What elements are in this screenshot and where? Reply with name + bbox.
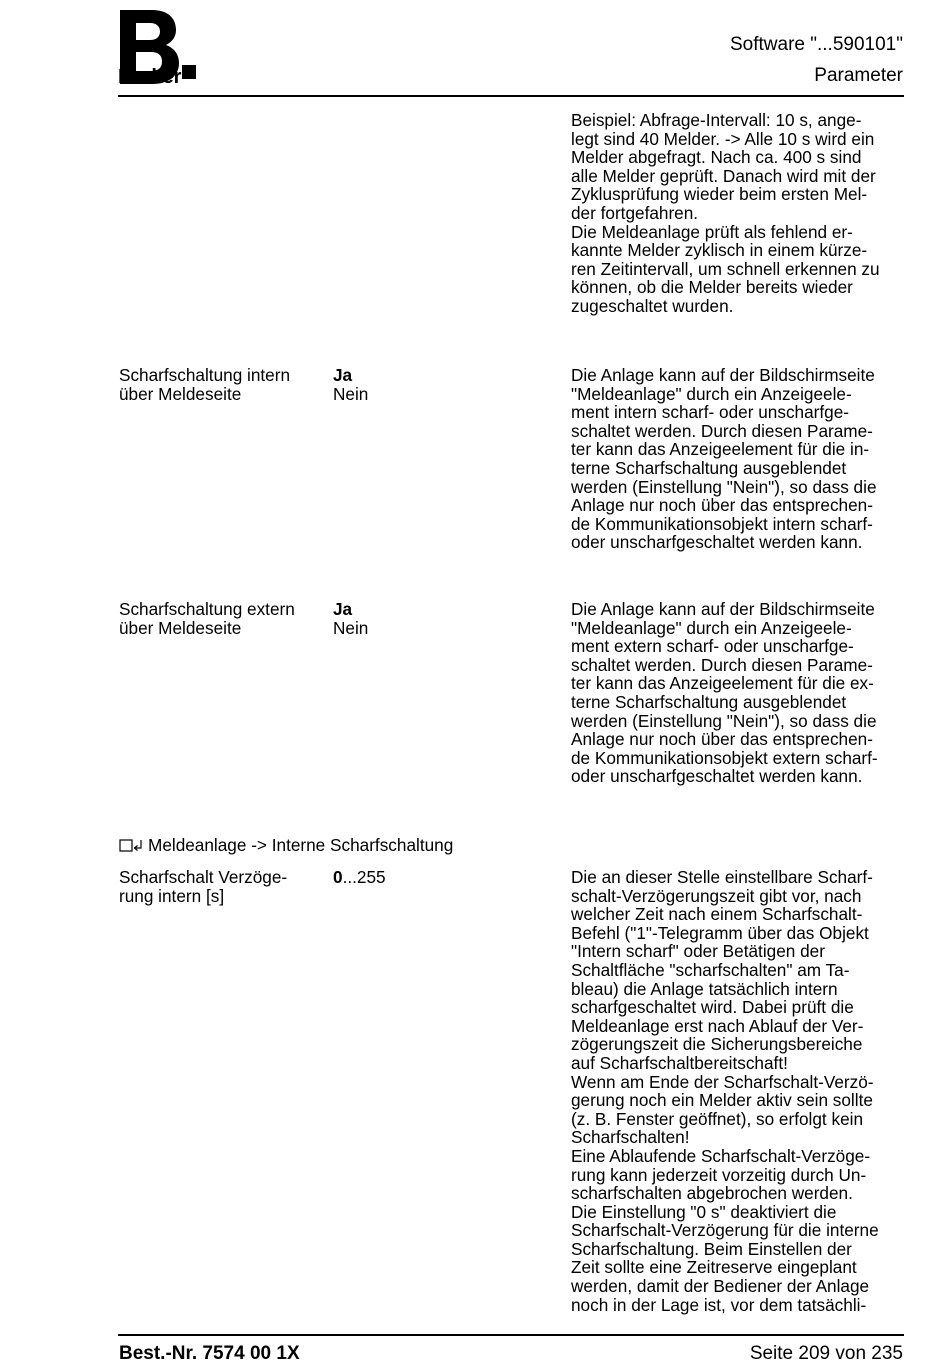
page-number: Seite 209 von 235 xyxy=(749,1343,903,1364)
param-description: Die Anlage kann auf der Bildschirmseite "Meldeanlage" durch ein Anzeigeele- ment intern scharf- oder unscharfge- schaltet werden. Durch diesen Parame- ter kann das Anzeigeelement für die in- terne Scharfschaltung ausgeblendet werden (Einstellung "Nein"), so dass die Anlage nur noch über das entsprechen- de Kommunikationsobjekt intern scharf- oder unscharfgeschaltet werden kann. xyxy=(571,365,877,553)
brand-name: Berker xyxy=(118,66,182,88)
logo-dot xyxy=(182,65,196,79)
footer-rule xyxy=(118,1334,904,1336)
section-heading xyxy=(119,836,453,855)
param-label: Scharfschalt Verzöge- rung intern [s] xyxy=(119,867,288,906)
param-description: Die Anlage kann auf der Bildschirmseite "Meldeanlage" durch ein Anzeigeele- ment extern scharf- oder unscharfge- schaltet werden. Durch diesen Parame- ter kann das Anzeigeelement für die ex- terne Scharfschaltung ausgeblendet werden (Einstellung "Nein"), so dass die Anlage nur noch über das entsprechen- de Kommunikationsobjekt extern scharf- oder unscharfgeschaltet werden kann. xyxy=(571,599,878,787)
param-value-default: 0 xyxy=(333,867,343,887)
param-description: Die an dieser Stelle einstellbare Scharf- schalt-Verzögerungszeit gibt vor, nach welcher Zeit nach einem Scharfschalt- Befehl ("1"-Telegramm über das Objekt "Intern scharf" oder Betätigen der Schaltfläche "scharfschalten" am Ta- bleau) die Anlage tatsächlich intern scharfgeschaltet wird. Dabei prüft die Meldeanlage erst nach Ablauf der Ver- zögerungszeit die Sicherungsbereiche auf Scharfschaltbereitschaft! Wenn am Ende der Scharfschalt-Verzö- gerung noch ein Melder aktiv sein sollte (z. B. Fenster geöffnet), so erfolgt kein Scharfschalten! Eine Ablaufende Scharfschalt-Verzöge- rung kann jederzeit vorzeitig durch Un- scharfschalten abgebrochen werden. Die Einstellung "0 s" deaktiviert die Scharfschalt-Verzögerung für die interne Scharfschaltung. Beim Einstellen der Zeit sollte eine Zeitreserve eingeplant werden, damit der Bediener der Anlage noch in der Lage ist, vor dem tatsächli- xyxy=(571,867,879,1315)
param-value-option: Nein xyxy=(333,383,369,404)
param-value-default: Ja xyxy=(333,599,353,619)
order-number: Best.-Nr. 7574 00 1X xyxy=(119,1343,300,1364)
section-title: Parameter xyxy=(814,65,903,86)
param-label: Scharfschaltung intern über Meldeseite xyxy=(119,365,291,404)
section-heading-text: Meldeanlage -> Interne Scharfschaltung xyxy=(148,835,454,855)
param-value-range-rest: ...255 xyxy=(342,867,386,887)
param-value-option: Nein xyxy=(333,617,369,638)
param-label: Scharfschaltung extern über Meldeseite xyxy=(119,599,295,638)
param-value-range xyxy=(333,868,386,887)
param-value-default: Ja xyxy=(333,365,353,385)
parameter-page-icon xyxy=(119,836,145,854)
header-rule xyxy=(118,95,904,97)
software-title: Software "...590101" xyxy=(730,34,903,55)
intro-description: Beispiel: Abfrage-Intervall: 10 s, ange- legt sind 40 Melder. -> Alle 10 s wird ein Melder abgefragt. Nach ca. 400 s sind alle Melder geprüft. Danach wird mit der Zyklusprüfung wieder beim ersten Mel- der fortgefahren. Die Meldeanlage prüft als fehlend er- kannte Melder zyklisch in einem kürze- ren Zeitintervall, um schnell erkennen zu können, ob die Melder bereits wieder zugeschaltet wurden. xyxy=(571,110,880,316)
